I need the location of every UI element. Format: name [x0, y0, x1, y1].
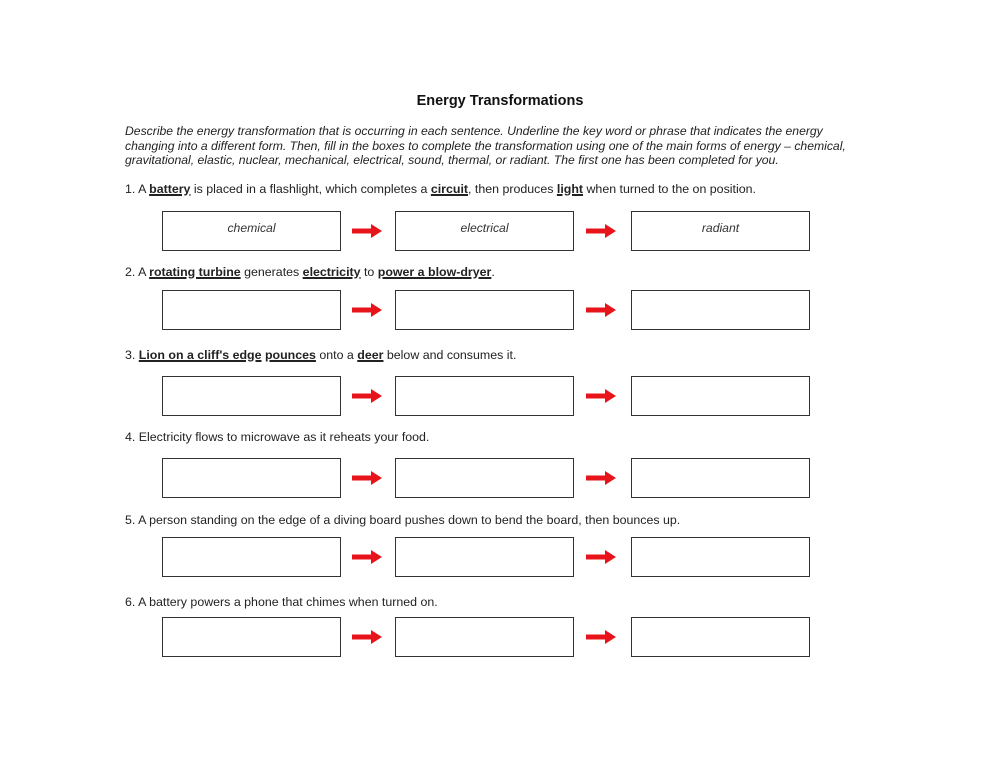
right-arrow-icon [586, 303, 616, 317]
question-1: 1. A battery is placed in a flashlight, which completes a circuit, then produces light when turned to the on position. [125, 182, 756, 196]
answer-box-2-1[interactable] [162, 290, 341, 330]
key-phrase: light [556, 182, 584, 196]
answer-box-2-2[interactable] [395, 290, 574, 330]
answer-box-5-3[interactable] [631, 537, 810, 577]
key-phrase: Lion on a cliff's edge [138, 348, 262, 362]
right-arrow-icon [586, 389, 616, 403]
answer-box-6-1[interactable] [162, 617, 341, 657]
key-phrase: battery [149, 182, 191, 196]
right-arrow-icon [586, 630, 616, 644]
answer-box-4-3[interactable] [631, 458, 810, 498]
answer-box-6-3[interactable] [631, 617, 810, 657]
answer-box-3-1[interactable] [162, 376, 341, 416]
answer-box-1-1[interactable]: chemical [162, 211, 341, 251]
right-arrow-icon [352, 471, 382, 485]
right-arrow-icon [352, 550, 382, 564]
question-6: 6. A battery powers a phone that chimes when turned on. [125, 595, 438, 609]
right-arrow-icon [586, 471, 616, 485]
right-arrow-icon [586, 224, 616, 238]
answer-box-5-1[interactable] [162, 537, 341, 577]
right-arrow-icon [586, 550, 616, 564]
question-5: 5. A person standing on the edge of a diving board pushes down to bend the board, then bounces up. [125, 513, 681, 527]
answer-box-4-2[interactable] [395, 458, 574, 498]
answer-box-1-3[interactable]: radiant [631, 211, 810, 251]
answer-box-6-2[interactable] [395, 617, 574, 657]
page-title: Energy Transformations [416, 93, 584, 109]
key-phrase: circuit [430, 182, 469, 196]
answer-box-4-1[interactable] [162, 458, 341, 498]
answer-box-3-2[interactable] [395, 376, 574, 416]
right-arrow-icon [352, 630, 382, 644]
answer-box-1-2[interactable]: electrical [395, 211, 574, 251]
answer-box-5-2[interactable] [395, 537, 574, 577]
question-2: 2. A rotating turbine generates electricity to power a blow-dryer. [125, 265, 495, 279]
right-arrow-icon [352, 224, 382, 238]
question-3: 3. Lion on a cliff's edge pounces onto a deer below and consumes it. [125, 348, 517, 362]
key-phrase: power a blow-dryer [377, 265, 492, 279]
instructions: Describe the energy transformation that is occurring in each sentence. Underline the key word or phrase that indicates the energy changing into a different form. Then, fill in the boxes to complete the transformation using one of the main forms of energy – chemical, gravitational, elastic, nuclear, mechanical, electrical, sound, thermal, or radiant. The first one has been completed for you. [125, 124, 846, 168]
answer-box-3-3[interactable] [631, 376, 810, 416]
right-arrow-icon [352, 303, 382, 317]
right-arrow-icon [352, 389, 382, 403]
key-phrase: rotating turbine [149, 265, 241, 279]
answer-box-2-3[interactable] [631, 290, 810, 330]
question-4: 4. Electricity flows to microwave as it reheats your food. [125, 430, 430, 444]
key-phrase: pounces [264, 348, 316, 362]
key-phrase: electricity [302, 265, 361, 279]
key-phrase: deer [357, 348, 384, 362]
